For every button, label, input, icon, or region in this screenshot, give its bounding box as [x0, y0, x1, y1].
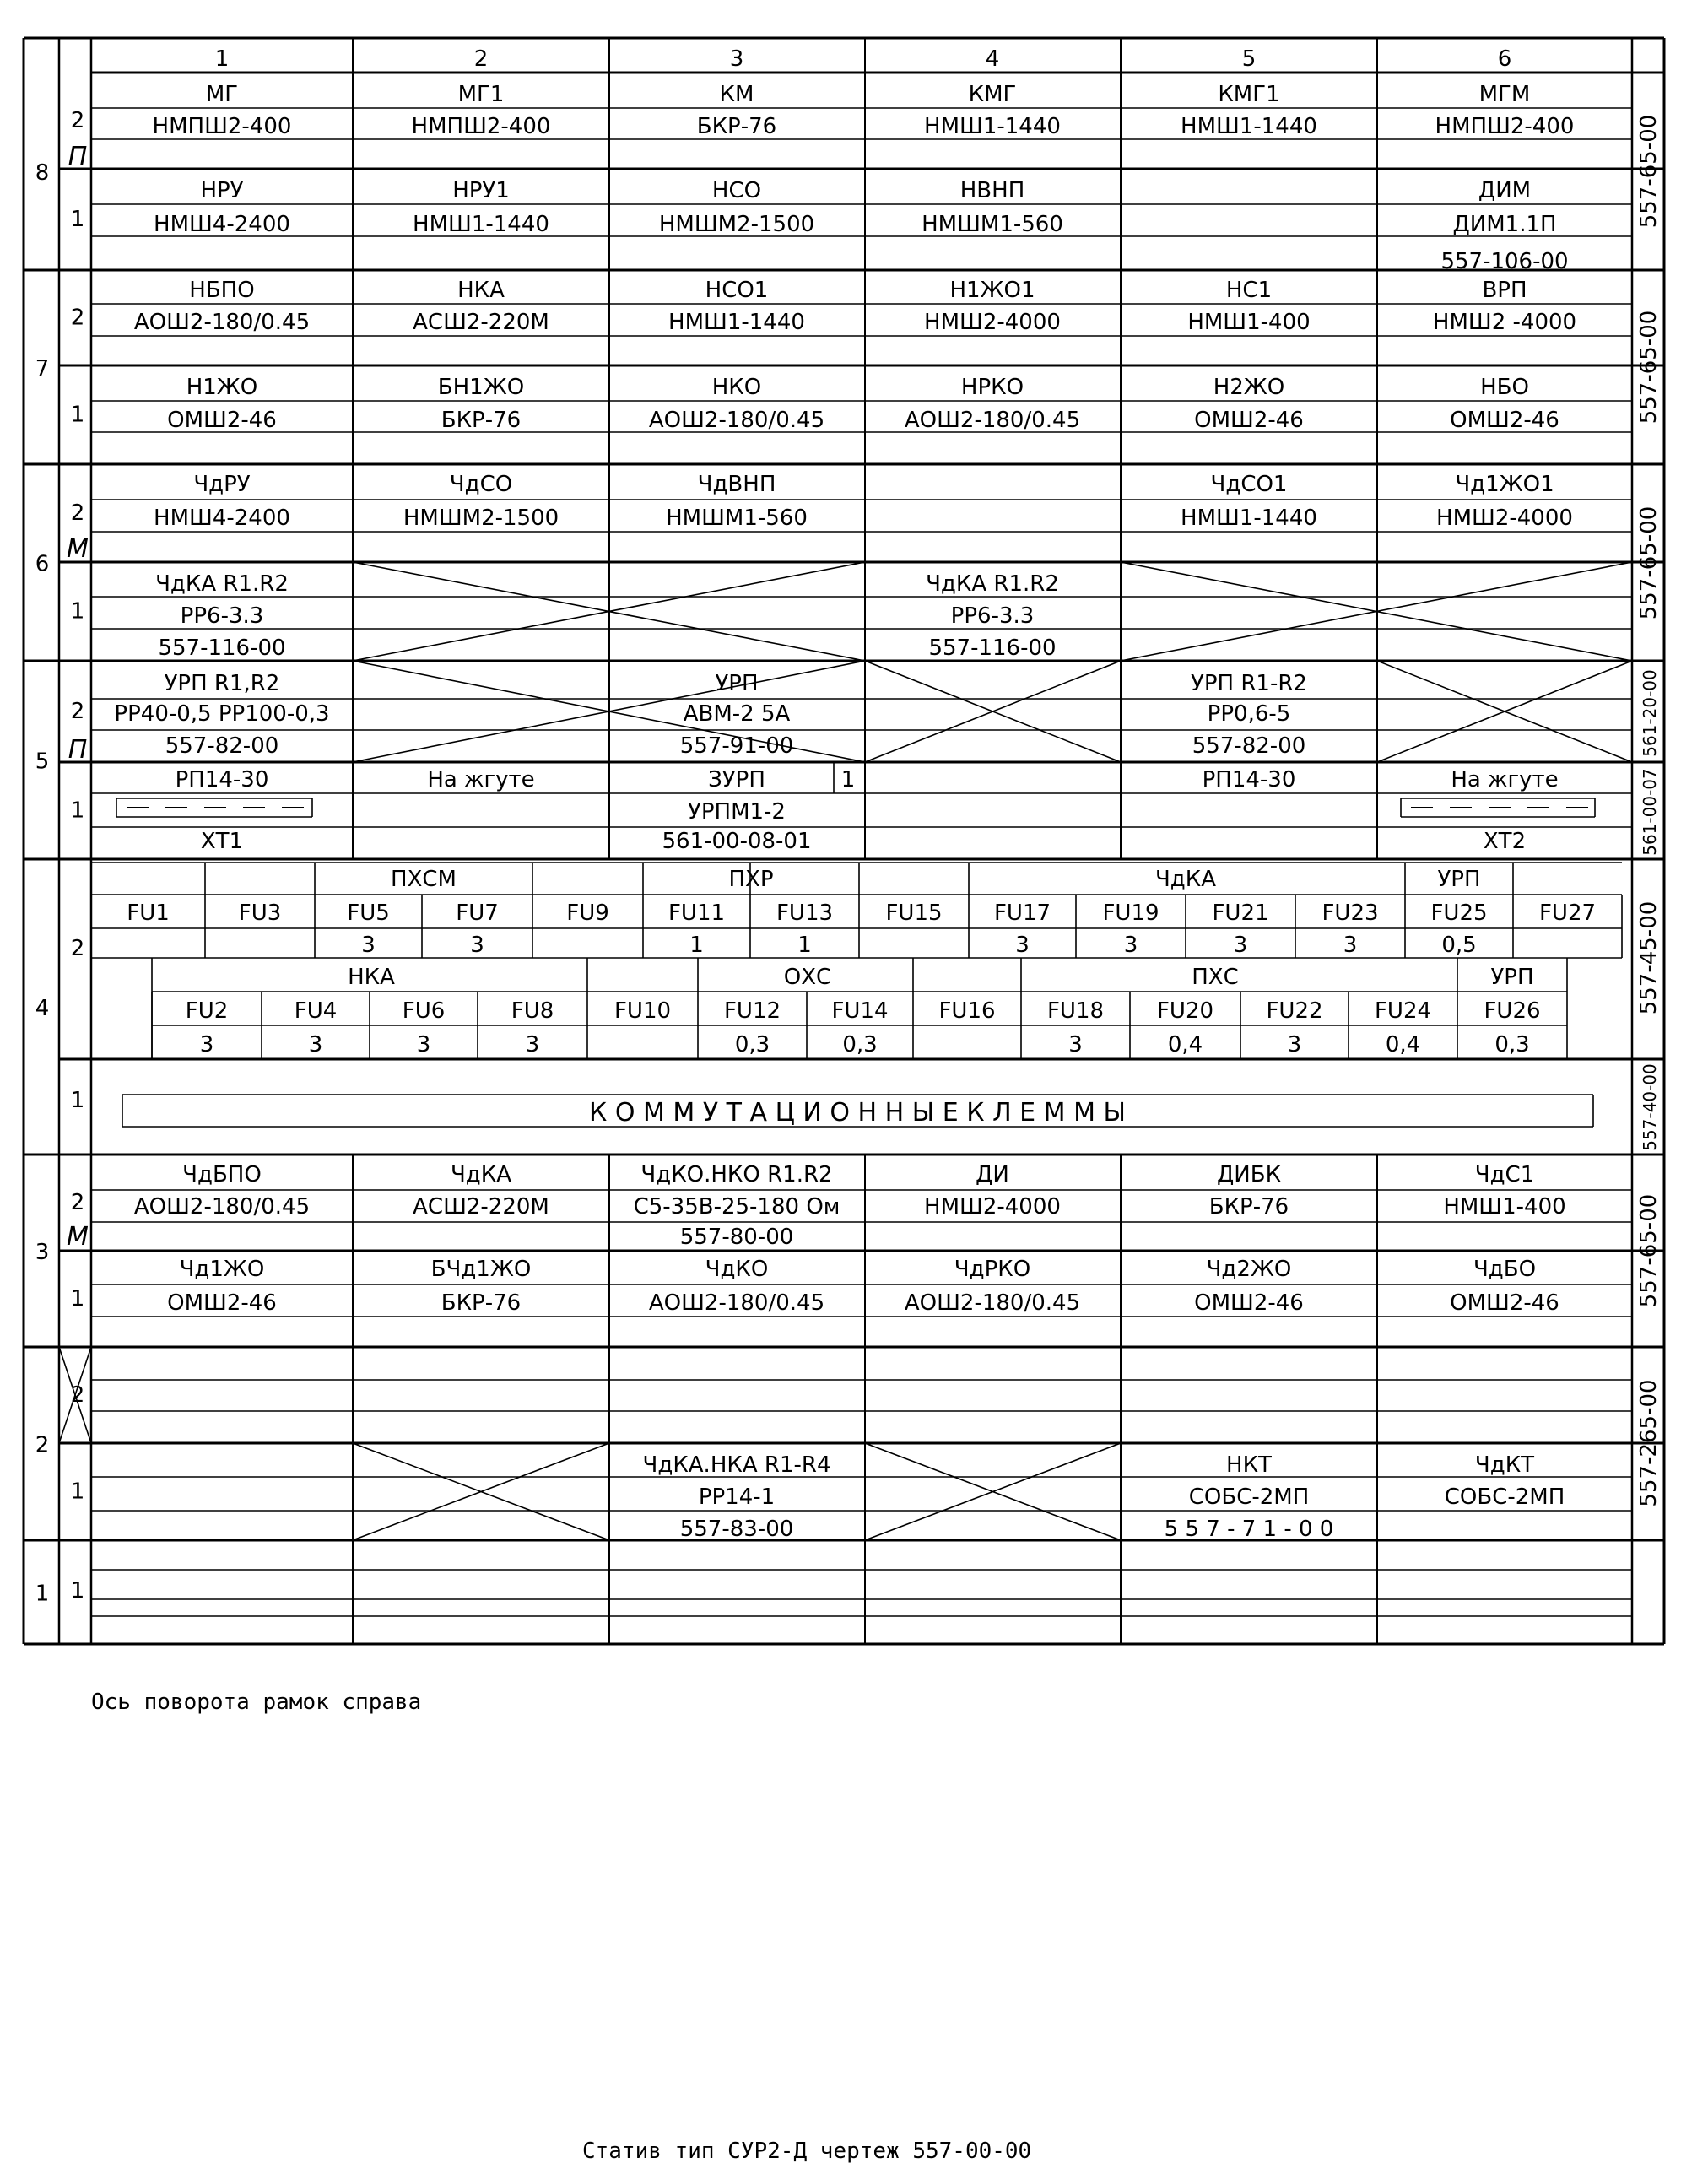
relay-position: НКТ [1226, 1452, 1272, 1478]
relay-position: Н1ЖО1 [949, 278, 1035, 303]
relay-type: ОМШ2-46 [1194, 1290, 1304, 1316]
fuse-label: FU12 [723, 998, 781, 1024]
relay-position: ЧдБПО [182, 1162, 262, 1187]
drawing-code: 557-91-00 [679, 733, 794, 759]
relay-type: ОМШ2-46 [1450, 1290, 1559, 1316]
row-number: 8 [35, 160, 50, 186]
relay-type: БКР-76 [441, 1290, 522, 1316]
fuse-rating: 1 [689, 933, 704, 958]
fuse-label: FU26 [1484, 998, 1541, 1024]
relay-type: НМШМ2-1500 [658, 212, 815, 237]
side-drawing-code: 557-65-00 [1636, 506, 1662, 620]
subrow-number: 2 [70, 1382, 85, 1408]
relay-type: НМШ2 -4000 [1432, 310, 1577, 335]
side-drawing-code: 557-65-00 [1636, 1193, 1662, 1308]
fuse-rating: 0,3 [734, 1032, 770, 1057]
relay-type: БКР-76 [1208, 1194, 1289, 1219]
rotation-axis-note: Ось поворота рамок справа [91, 1690, 422, 1715]
drawing-code: 557-106-00 [1440, 249, 1569, 274]
drawing-labels [35, 46, 1662, 1607]
relay-type: АВМ-2 5А [683, 701, 791, 727]
fuse-rating: 3 [1343, 933, 1358, 958]
fuse-label: FU15 [885, 900, 943, 926]
fuse-group-label: УРП [1437, 867, 1481, 892]
subrow-number: 1 [70, 1286, 85, 1311]
fuse-rating: 0,5 [1441, 933, 1477, 958]
row-letter: М [67, 534, 89, 564]
fuse-rating: 0,4 [1385, 1032, 1421, 1057]
relay-position: НБПО [189, 278, 255, 303]
row-number: 5 [35, 749, 50, 775]
row-number: 6 [35, 551, 50, 577]
fuse-rating: 3 [1233, 933, 1248, 958]
relay-type: НМШ1-1440 [924, 114, 1061, 139]
fuse-label: FU17 [993, 900, 1051, 926]
subrow-number: 1 [70, 207, 85, 232]
relay-type: АСШ2-220М [413, 1194, 549, 1219]
relay-position: ЧдС1 [1474, 1162, 1535, 1187]
relay-count: 1 [840, 767, 856, 792]
relay-position: БЧд1ЖО [430, 1257, 532, 1282]
relay-type: НМШМ1-560 [666, 506, 808, 531]
fuse-label: FU14 [831, 998, 889, 1024]
column-number: 1 [214, 46, 230, 72]
relay-type: РР6-3.3 [180, 603, 264, 629]
relay-position: УРП R1,R2 [164, 671, 280, 696]
relay-position: НРУ [200, 178, 244, 203]
relay-position: НРУ1 [452, 178, 510, 203]
relay-position: Н2ЖО [1213, 375, 1285, 400]
column-number: 2 [473, 46, 489, 72]
relay-position: НКО [711, 375, 762, 400]
relay-position: На жгуте [1451, 767, 1559, 792]
drawing-code: 557-82-00 [165, 733, 279, 759]
drawing-code: 557-116-00 [158, 635, 286, 661]
relay-type: АОШ2-180/0.45 [133, 310, 311, 335]
relay-type: НМШ1-400 [1187, 310, 1311, 335]
relay-position: ЧдКА.НКА R1-R4 [642, 1452, 831, 1478]
relay-type: НМПШ2-400 [152, 114, 292, 139]
fuse-group-label: ПХСМ [391, 867, 457, 892]
fuse-group-label: НКА [348, 965, 395, 990]
column-number: 5 [1241, 46, 1257, 72]
relay-position: УРП R1-R2 [1191, 671, 1307, 696]
side-drawing-code: 557-65-00 [1636, 310, 1662, 425]
relay-type: НМШ4-2400 [154, 506, 290, 531]
fuse-group-label: УРП [1490, 965, 1534, 990]
column-number: 6 [1497, 46, 1512, 72]
relay-position: КМ [719, 82, 754, 107]
relay-position: КМГ1 [1218, 82, 1280, 107]
relay-position: НСО1 [705, 278, 769, 303]
relay-type: ОМШ2-46 [1194, 408, 1304, 433]
fuse-label: FU13 [776, 900, 834, 926]
fuse-label: FU6 [402, 998, 446, 1024]
relay-type: АОШ2-180/0.45 [648, 408, 825, 433]
fuse-label: FU2 [185, 998, 229, 1024]
relay-type: РР6-3.3 [950, 603, 1035, 629]
relay-type: СОБС-2МП [1444, 1484, 1565, 1510]
relay-position: КМГ [968, 82, 1017, 107]
fuse-label: FU18 [1046, 998, 1105, 1024]
fuse-label: FU11 [668, 900, 726, 926]
relay-type: УРПМ1-2 [688, 799, 786, 825]
relay-type: НМШ1-1440 [1181, 506, 1317, 531]
relay-position: ЧдКА [450, 1162, 512, 1187]
drawing-code: 561-00-08-01 [662, 829, 812, 854]
fuse-rating: 0,3 [1494, 1032, 1530, 1057]
subrow-number: 1 [70, 402, 85, 428]
fuse-rating: 0,3 [842, 1032, 878, 1057]
fuse-rating: 3 [361, 933, 376, 958]
relay-position: НСО [711, 178, 762, 203]
subrow-number: 1 [70, 1578, 85, 1603]
drawing-code: 557-83-00 [679, 1517, 794, 1542]
subrow-number: 1 [70, 798, 85, 824]
row-number: 1 [35, 1581, 50, 1607]
fuse-rating: 3 [525, 1032, 540, 1057]
relay-type: РР14-1 [698, 1484, 776, 1510]
fuse-label: FU19 [1102, 900, 1159, 926]
relay-position: ЧдКА R1.R2 [926, 571, 1059, 597]
relay-type: НМШ2-4000 [1436, 506, 1573, 531]
fuse-label: FU24 [1374, 998, 1432, 1024]
subrow-number: 2 [70, 699, 85, 724]
side-drawing-code: 557-45-00 [1636, 900, 1662, 1015]
relay-position: НС1 [1225, 278, 1273, 303]
relay-type: ДИМ1.1П [1452, 212, 1557, 237]
side-drawing-code: 557-40-00 [1640, 1063, 1660, 1151]
drawing-title: Статив тип СУР2-Д чертеж 557-00-00 [582, 2139, 1032, 2164]
fuse-rating: 3 [470, 933, 484, 958]
fuse-rating: 3 [1123, 933, 1138, 958]
relay-position: МГ [205, 82, 239, 107]
row-number: 3 [35, 1240, 50, 1265]
relay-type: БКР-76 [441, 408, 522, 433]
relay-type: СОБС-2МП [1188, 1484, 1310, 1510]
fuse-label: FU3 [238, 900, 282, 926]
fuse-label: FU16 [938, 998, 996, 1024]
fuse-label: FU8 [511, 998, 554, 1024]
relay-position: ДИБК [1216, 1162, 1282, 1187]
fuse-group-label: ПХС [1192, 965, 1239, 990]
relay-position: МГМ [1478, 82, 1531, 107]
relay-position: Чд2ЖО [1206, 1257, 1292, 1282]
fuse-label: FU10 [613, 998, 672, 1024]
relay-type: НМШ2-4000 [924, 1194, 1061, 1219]
relay-type: НМШ1-1440 [413, 212, 549, 237]
drawing-grid [24, 38, 1664, 1644]
subrow-number: 2 [70, 500, 85, 526]
subrow-number: 2 [70, 108, 85, 133]
relay-position: Чд1ЖО1 [1455, 472, 1554, 497]
relay-position: ЧдКО [705, 1257, 769, 1282]
relay-type: БКР-76 [696, 114, 777, 139]
fuse-label: FU5 [347, 900, 390, 926]
subrow-number: 2 [70, 305, 85, 331]
row-number: 2 [35, 1432, 50, 1458]
subrow-number: 1 [70, 1088, 85, 1113]
relay-position: На жгуте [427, 767, 535, 792]
relay-position: ЗУРП [708, 767, 765, 792]
row-letter: П [68, 735, 88, 765]
relay-type: НМШ4-2400 [154, 212, 290, 237]
relay-type: НМШ1-400 [1443, 1194, 1566, 1219]
relay-position: МГ1 [457, 82, 505, 107]
relay-type: РР40-0,5 РР100-0,3 [114, 701, 330, 727]
side-drawing-code: 557-265-00 [1636, 1379, 1662, 1507]
relay-type: АОШ2-180/0.45 [904, 1290, 1081, 1316]
relay-position: НРКО [960, 375, 1024, 400]
relay-type: ОМШ2-46 [167, 1290, 277, 1316]
relay-type: НМШ1-1440 [668, 310, 805, 335]
relay-position: ДИ [976, 1162, 1009, 1187]
relay-position: ЧдКО.НКО R1.R2 [640, 1162, 833, 1187]
relay-position: Н1ЖО [186, 375, 258, 400]
fuse-label: FU20 [1156, 998, 1214, 1024]
fuse-rating: 3 [1068, 1032, 1083, 1057]
relay-type: АОШ2-180/0.45 [648, 1290, 825, 1316]
relay-type: НМПШ2-400 [1435, 114, 1575, 139]
relay-position: НБО [1480, 375, 1529, 400]
relay-type: РР0,6-5 [1207, 701, 1291, 727]
row-letter: М [67, 1222, 89, 1252]
drawing-code: ХТ1 [200, 829, 244, 854]
relay-position: Чд1ЖО [179, 1257, 265, 1282]
fuse-rating: 0,4 [1167, 1032, 1203, 1057]
drawing-code: 557-80-00 [679, 1225, 794, 1250]
fuse-rating: 3 [1287, 1032, 1302, 1057]
relay-position: ЧдКА R1.R2 [155, 571, 289, 597]
relay-position: БН1ЖО [437, 375, 525, 400]
column-number: 4 [985, 46, 1000, 72]
drawing-code: 557-82-00 [1192, 733, 1306, 759]
column-number: 3 [729, 46, 744, 72]
relay-type: НМШМ1-560 [922, 212, 1063, 237]
relay-type: НМПШ2-400 [411, 114, 551, 139]
fuse-label: FU23 [1322, 900, 1379, 926]
fuse-label: FU9 [566, 900, 609, 926]
subrow-number: 2 [70, 936, 85, 961]
relay-position: НВНП [959, 178, 1025, 203]
subrow-number: 1 [70, 1479, 85, 1505]
drawing-code: ХТ2 [1483, 829, 1527, 854]
relay-position: ВРП [1482, 278, 1527, 303]
relay-type: ОМШ2-46 [1450, 408, 1559, 433]
relay-type: АОШ2-180/0.45 [904, 408, 1081, 433]
row-number: 7 [35, 356, 50, 381]
side-drawing-code: 561-20-00 [1640, 669, 1660, 757]
row-letter: П [68, 142, 88, 171]
relay-position: ЧдРУ [193, 472, 251, 497]
relay-position: ДИМ [1478, 178, 1532, 203]
relay-type: НМШ2-4000 [924, 310, 1061, 335]
relay-position: РП14-30 [1202, 767, 1296, 792]
fuse-group-label: ПХР [728, 867, 774, 892]
relay-type: ОМШ2-46 [167, 408, 277, 433]
fuse-label: FU22 [1266, 998, 1323, 1024]
row-number: 4 [35, 996, 50, 1021]
side-drawing-code: 561-00-07 [1640, 768, 1660, 856]
fuse-rating: 3 [416, 1032, 431, 1057]
fuse-rating: 3 [199, 1032, 214, 1057]
relay-position: ЧдСО [449, 472, 513, 497]
subrow-number: 1 [70, 598, 85, 625]
fuse-rating: 3 [1015, 933, 1030, 958]
relay-type: АОШ2-180/0.45 [133, 1194, 311, 1219]
relay-position: ЧдКТ [1474, 1452, 1535, 1478]
relay-position: ЧдРКО [954, 1257, 1031, 1282]
drawing-code: 5 5 7 - 7 1 - 0 0 [1164, 1517, 1334, 1542]
relay-position: ЧдБО [1473, 1257, 1537, 1282]
fuse-label: FU25 [1430, 900, 1488, 926]
relay-type: НМШМ2-1500 [403, 506, 559, 531]
drawing-code: 557-116-00 [928, 635, 1057, 661]
fuse-rating: 3 [308, 1032, 323, 1057]
relay-type: АСШ2-220М [413, 310, 549, 335]
relay-position: ЧдВНП [697, 472, 776, 497]
relay-position: НКА [457, 278, 505, 303]
side-drawing-code: 557-65-00 [1636, 114, 1662, 229]
fuse-label: FU27 [1538, 900, 1597, 926]
fuse-label: FU7 [456, 900, 499, 926]
fuse-label: FU21 [1212, 900, 1269, 926]
relay-position: ЧдСО1 [1210, 472, 1288, 497]
relay-position: РП14-30 [175, 767, 269, 792]
fuse-group-label: ЧдКА [1154, 867, 1217, 892]
fuse-label: FU1 [127, 900, 170, 926]
relay-type: НМШ1-1440 [1181, 114, 1317, 139]
relay-type: С5-35В-25-180 Ом [633, 1194, 840, 1219]
switching-terminals-label: К О М М У Т А Ц И О Н Н Ы Е К Л Е М М Ы [589, 1098, 1126, 1128]
fuse-label: FU4 [294, 998, 338, 1024]
fuse-rating: 1 [797, 933, 812, 958]
relay-position: УРП [715, 671, 759, 696]
fuse-group-label: ОХС [783, 965, 832, 990]
subrow-number: 2 [70, 1190, 85, 1215]
